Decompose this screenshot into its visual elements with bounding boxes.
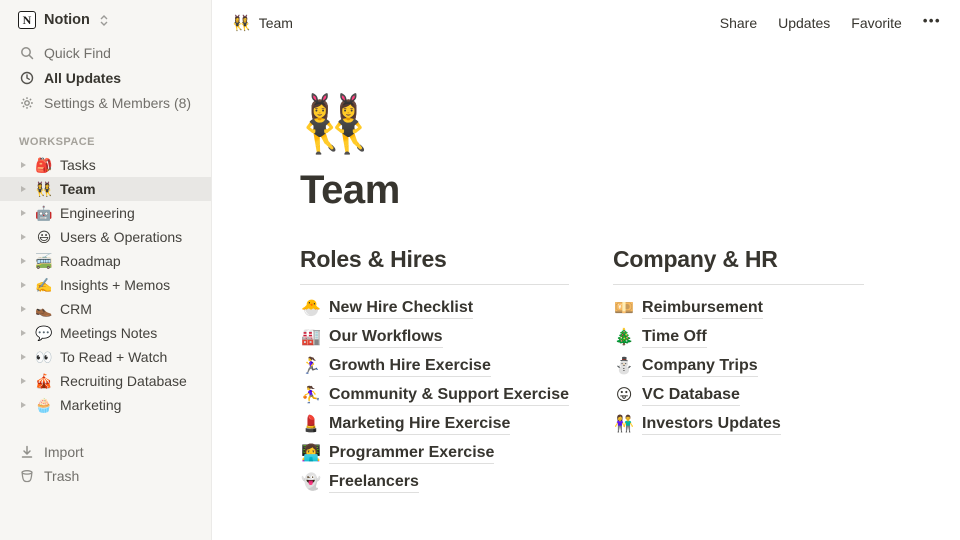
expand-triangle-icon[interactable] [16,306,30,312]
page-emoji-icon: 👞 [35,300,53,317]
sidebar-item-team[interactable] [0,177,211,201]
page-link-vc-database[interactable] [613,381,864,410]
sidebar-item-label: Engineering [60,205,135,221]
page-emoji-icon: 🏃‍♀️ [301,358,321,376]
workspace-section-label: WORKSPACE [19,136,95,148]
expand-triangle-icon[interactable] [16,330,30,336]
page-link-programmer-exercise[interactable] [300,439,569,468]
updates-button[interactable]: Updates [778,14,831,31]
page-emoji-icon: 👯‍♀️ [35,180,53,197]
page-emoji-icon: 👫 [614,416,634,434]
topbar-actions [720,13,941,32]
page-title[interactable]: Team [300,167,400,212]
breadcrumb-label: Team [258,14,293,31]
sidebar-item-label: Marketing [60,397,122,413]
page-emoji-icon: 🏭 [301,329,321,347]
favorite-button[interactable]: Favorite [851,14,902,31]
gear-icon [19,96,35,110]
topbar [212,0,960,45]
page-link-label: Growth Hire Exercise [329,356,491,377]
page-emoji-icon: 💄 [301,416,321,434]
sidebar-item-insights-memos[interactable] [0,273,211,297]
page-link-label: Reimbursement [642,298,763,319]
page-emoji-icon: 😃 [36,228,52,245]
sidebar-item-label: Trash [44,468,80,484]
page-link-label: Company Trips [642,356,758,377]
expand-triangle-icon[interactable] [16,258,30,264]
breadcrumb[interactable] [232,14,293,32]
page-emoji-icon: 🎄 [614,329,634,347]
workspace-name: Notion [44,12,90,28]
workspace-tree [0,153,211,417]
page-emoji-icon: 🧁 [35,396,53,413]
page-link-investors-updates[interactable] [613,410,864,439]
page-link-time-off[interactable] [613,323,864,352]
sidebar-item-tasks[interactable] [0,153,211,177]
expand-triangle-icon[interactable] [16,378,30,384]
sidebar-item-trash[interactable] [0,464,211,488]
expand-triangle-icon[interactable] [16,186,30,192]
import-icon [19,445,35,459]
sidebar-menu [0,38,211,115]
page-content [212,45,960,497]
page-emoji-icon: ⛄ [614,358,634,376]
page-emoji-icon: 🚎 [35,252,53,269]
page-link-label: Freelancers [329,472,419,493]
page-columns [300,246,864,497]
page-link-marketing-hire-exercise[interactable] [300,410,569,439]
sidebar-item-recruiting-database[interactable] [0,369,211,393]
page-link-label: VC Database [642,385,740,406]
page-link-label: New Hire Checklist [329,298,473,319]
sidebar-item-quick-find[interactable] [0,40,211,65]
page-icon[interactable]: 👯‍♀️ [300,92,370,155]
page-link-company-trips[interactable] [613,352,864,381]
sidebar-item-settings[interactable] [0,90,211,115]
sidebar-item-meetings-notes[interactable] [0,321,211,345]
page-link-label: Community & Support Exercise [329,385,569,406]
sidebar-footer [0,440,211,488]
expand-triangle-icon[interactable] [16,402,30,408]
page-link-new-hire-checklist[interactable] [300,294,569,323]
sidebar-item-label: Insights + Memos [60,277,171,293]
chevron-updown-icon [100,15,108,26]
sidebar-item-label: CRM [60,301,92,317]
page-emoji-icon: 💴 [614,300,634,318]
sidebar-item-label: Roadmap [60,253,121,269]
column-heading: Roles & Hires [300,246,569,285]
page-link-label: Time Off [642,327,707,348]
search-icon [19,46,35,60]
page-emoji-icon: 👻 [301,474,321,492]
sidebar-item-to-read-watch[interactable] [0,345,211,369]
sidebar-item-label: Recruiting Database [60,373,187,389]
page-emoji-icon: 🤖 [35,204,53,221]
column-company-hr [613,246,864,497]
page-link-reimbursement[interactable] [613,294,864,323]
page-link-label: Marketing Hire Exercise [329,414,510,435]
page-link-community-support-exercise[interactable] [300,381,569,410]
sidebar-item-engineering[interactable] [0,201,211,225]
page-link-growth-hire-exercise[interactable] [300,352,569,381]
clock-icon [19,71,35,85]
expand-triangle-icon[interactable] [16,282,30,288]
sidebar-item-label: Tasks [60,157,96,173]
page-emoji-icon: ⛹️‍♀️ [301,387,321,405]
page-emoji-icon: ✍️ [35,276,53,293]
column-roles-hires [300,246,569,497]
expand-triangle-icon[interactable] [16,354,30,360]
page-link-label: Programmer Exercise [329,443,494,464]
page-emoji-icon: 🎪 [35,372,53,389]
sidebar-item-label: Import [44,444,84,460]
page-emoji-icon: 🐣 [301,300,321,318]
page-link-our-workflows[interactable] [300,323,569,352]
sidebar-item-label: Quick Find [44,44,111,61]
page-emoji-icon: 🎒 [35,156,53,173]
more-options-button[interactable]: ••• [922,13,941,28]
trash-icon [19,469,35,483]
notion-logo-icon: N [18,11,36,29]
page-link-label: Our Workflows [329,327,443,348]
expand-triangle-icon[interactable] [16,162,30,168]
sidebar-item-label: All Updates [44,69,122,86]
sidebar-item-marketing[interactable] [0,393,211,417]
sidebar [0,0,212,540]
sidebar-item-all-updates[interactable] [0,65,211,90]
page-emoji-icon: 👩‍💻 [301,445,321,463]
sidebar-item-label: Meetings Notes [60,325,158,341]
column-heading: Company & HR [613,246,864,285]
sidebar-item-roadmap[interactable] [0,249,211,273]
sidebar-item-label: To Read + Watch [60,349,168,365]
sidebar-item-crm[interactable] [0,297,211,321]
share-button[interactable]: Share [719,14,758,31]
page-emoji-icon: 👯‍♀️ [232,14,251,32]
workspace-switcher[interactable] [0,0,211,38]
sidebar-item-import[interactable] [0,440,211,464]
sidebar-item-label: Settings & Members (8) [44,94,192,111]
page-emoji-icon: 😛 [615,387,633,405]
page-emoji-icon: 💬 [35,324,53,341]
main-area [212,0,960,540]
sidebar-item-users-operations[interactable] [0,225,211,249]
page-link-label: Investors Updates [642,414,781,435]
sidebar-item-label: Team [60,181,96,197]
expand-triangle-icon[interactable] [16,234,30,240]
expand-triangle-icon[interactable] [16,210,30,216]
sidebar-item-label: Users & Operations [60,229,183,245]
page-link-freelancers[interactable] [300,468,569,497]
page-emoji-icon: 👀 [35,348,53,365]
